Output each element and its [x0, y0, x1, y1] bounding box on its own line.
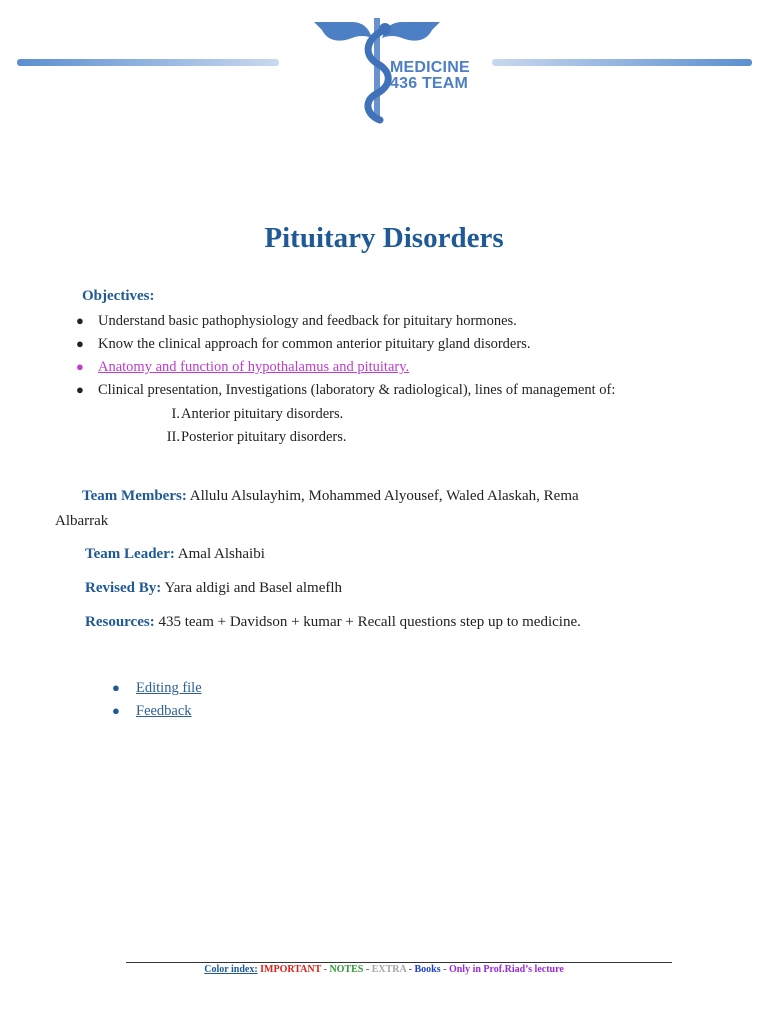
objectives-sublist — [140, 404, 347, 450]
logo-text-line1: MEDICINE — [390, 59, 470, 76]
editing-file-link[interactable]: Editing file — [136, 680, 202, 696]
logo-text-line2: 436 TEAM — [390, 75, 469, 92]
anatomy-link[interactable]: ● Anatomy and function of hypothalamus and pituitary. — [76, 359, 410, 375]
team-leader-line — [85, 542, 265, 566]
revised-by-label: Revised By: — [85, 580, 162, 596]
header-rule-left — [17, 59, 279, 66]
resources-line — [85, 610, 581, 634]
bullet-icon: ● — [76, 359, 84, 374]
bullet-icon: ● — [76, 313, 84, 328]
color-index-footer: Color index: IMPORTANT - NOTES - EXTRA - Books - Only in Prof.Riad’s lecture — [204, 964, 564, 975]
important-label: IMPORTANT — [260, 964, 322, 975]
list-item: ● Understand basic pathophysiology and feedback for pituitary hormones. — [76, 313, 517, 329]
revised-by-line — [85, 576, 342, 600]
list-item: II. Posterior pituitary disorders. — [166, 429, 347, 445]
list-item: I. Anterior pituitary disorders. — [171, 406, 344, 422]
page-title: Pituitary Disorders — [264, 222, 504, 254]
revised-by-value: Yara aldigi and Basel almeflh — [161, 580, 343, 596]
extra-label: EXTRA — [371, 964, 407, 975]
team-members-label: Team Members: — [82, 488, 187, 504]
objectives-heading: Objectives: — [82, 288, 155, 304]
team-members-line — [82, 484, 579, 508]
notes-label: NOTES — [329, 964, 364, 975]
prof-label: Only in Prof.Riad’s lecture — [448, 964, 564, 975]
list-item — [112, 701, 202, 724]
bullet-icon: ● — [76, 336, 84, 351]
objectives-list — [76, 311, 615, 403]
team-leader-value: Amal Alshaibi — [174, 546, 265, 562]
color-index-label: Color index: — [204, 964, 258, 975]
feedback-link[interactable]: Feedback — [136, 703, 192, 719]
resources-label: Resources: — [85, 614, 155, 630]
bullet-icon: ● — [76, 382, 84, 397]
bullet-icon: ● — [112, 703, 120, 718]
team-members-line2: Albarrak — [55, 513, 109, 529]
books-label: Books — [414, 964, 441, 975]
bullet-icon: ● — [112, 680, 120, 695]
list-item: ● Know the clinical approach for common anterior pituitary gland disorders. — [76, 336, 531, 352]
links-list — [112, 678, 202, 724]
list-item: ● Clinical presentation, Investigations (laboratory & radiological), lines of management of: — [76, 382, 616, 398]
team-members-value: Allulu Alsulayhim, Mohammed Alyousef, Waled Alaskah, Rema — [186, 488, 579, 504]
resources-value: 435 team + Davidson + kumar + Recall questions step up to medicine. — [154, 614, 581, 630]
list-item — [112, 678, 202, 701]
header-rule-right — [492, 59, 752, 66]
team-leader-label: Team Leader: — [85, 546, 175, 562]
